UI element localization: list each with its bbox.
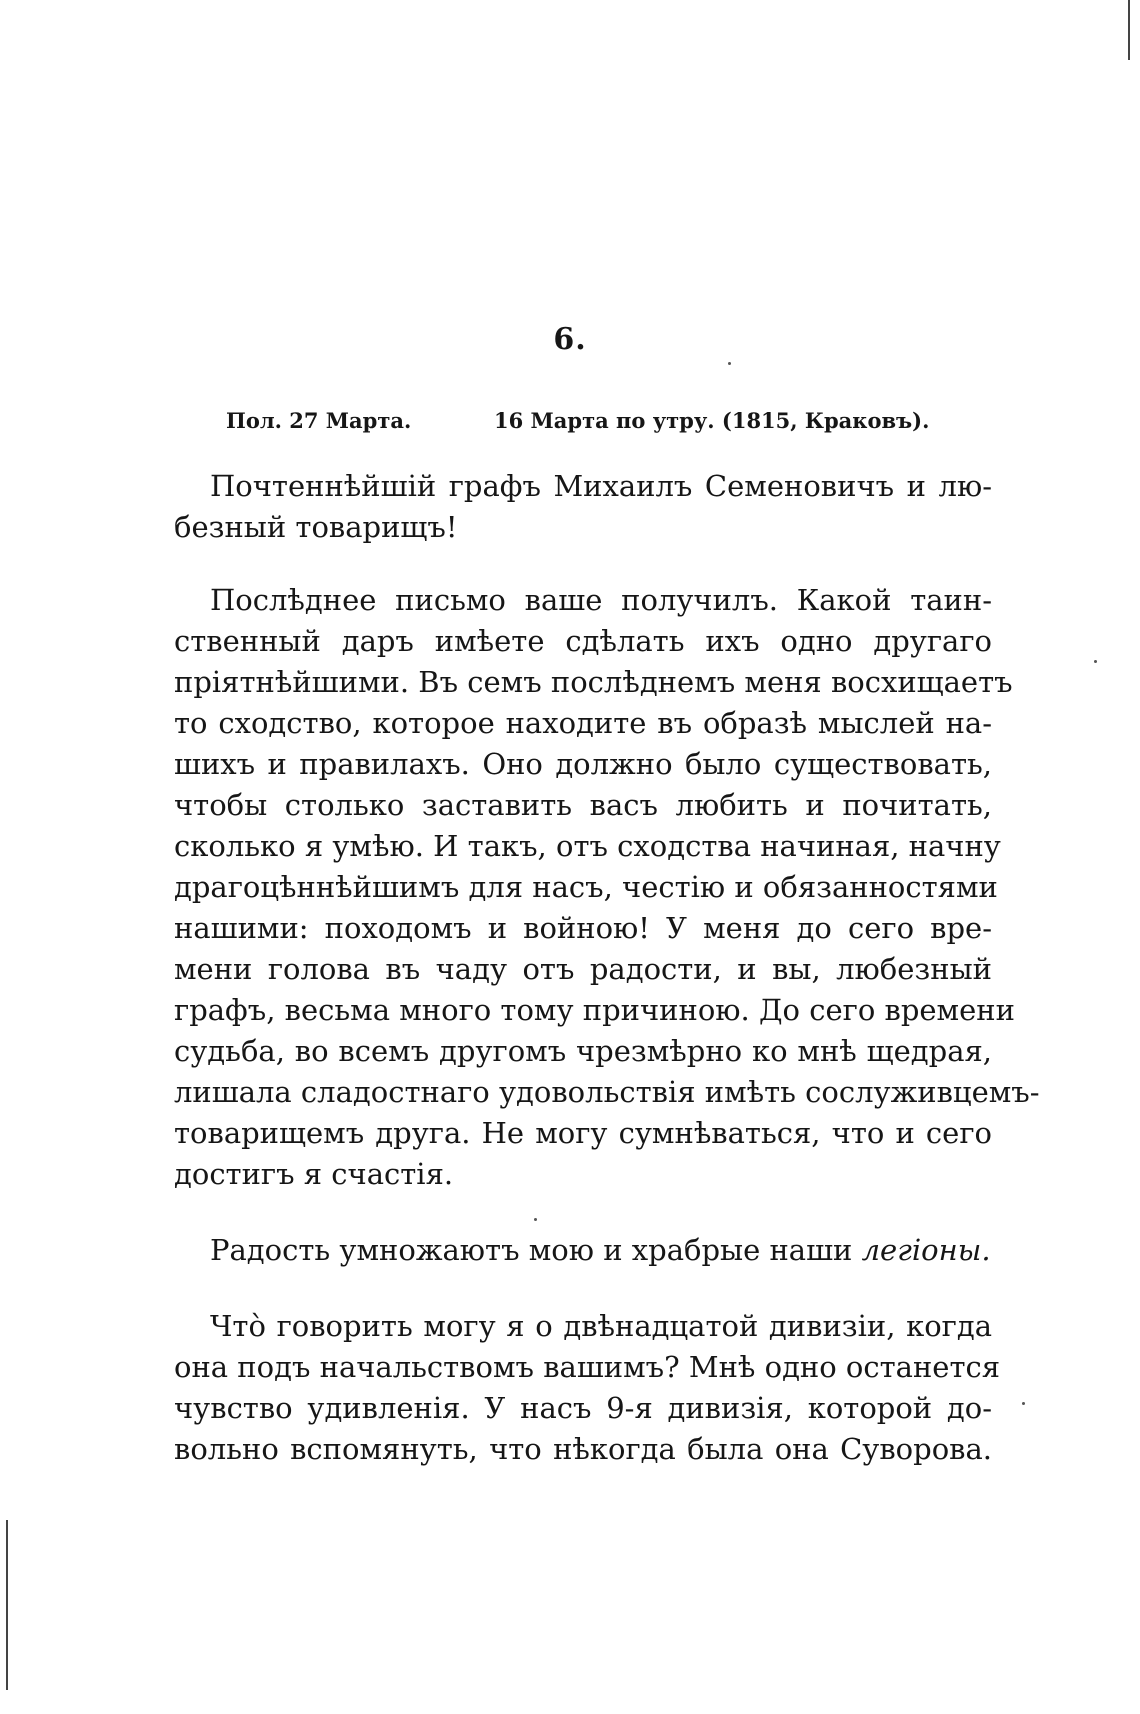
paragraph-line: она подъ начальствомъ вашимъ? Мнѣ одно останется (174, 1350, 1001, 1384)
paragraph-line (174, 1306, 992, 1347)
paragraph-line (174, 1230, 992, 1271)
paragraph-2-italic-word: легіоны. (861, 1233, 991, 1267)
salutation-line-text: Почтеннѣйшій графъ Михаилъ Семеновичъ и лю- (210, 469, 992, 503)
received-date: Пол. 27 Марта. (226, 408, 412, 433)
scan-edge-mark-top-right (1128, 0, 1130, 60)
paragraph-line: товарищемъ друга. Не могу сумнѣваться, что и сего (174, 1116, 992, 1150)
paragraph-line: то сходство, которое находите въ образѣ мыслей на- (174, 706, 992, 740)
paragraph-line: чтобы столько заставить васъ любить и почитать, (174, 788, 992, 822)
paragraph-line: пріятнѣйшими. Въ семъ послѣднемъ меня восхищаетъ (174, 665, 1013, 699)
paragraph-line-text: Послѣднее письмо ваше получилъ. Какой таин- (210, 583, 992, 617)
written-date-place: 16 Марта по утру. (1815, Краковъ). (494, 408, 930, 433)
paragraph-line: лишала сладостнаго удовольствія имѣть сослуживцемъ- (174, 1075, 1040, 1109)
salutation-line (174, 466, 992, 507)
salutation (174, 466, 992, 548)
paragraph-line-text: Чтò говорить могу я о двѣнадцатой дивизіи, когда (210, 1309, 992, 1343)
paragraph-line: вольно вспомянуть, что нѣкогда была она Суворова. (174, 1432, 992, 1466)
letter-number: 6. (553, 322, 587, 357)
scan-speck (728, 362, 731, 365)
paragraph-line: графъ, весьма много тому причиною. До сего времени (174, 993, 1015, 1027)
paragraph-line: шихъ и правилахъ. Оно должно было существовать, (174, 747, 992, 781)
scan-edge-mark-bottom-left (6, 1520, 8, 1690)
salutation-line: безный товарищъ! (174, 510, 458, 544)
paragraph-line: чувство удивленія. У насъ 9-я дивизія, которой до- (174, 1391, 992, 1425)
paragraph-line: мени голова въ чаду отъ радости, и вы, любезный (174, 952, 992, 986)
scan-speck (1022, 1402, 1025, 1405)
paragraph-line: достигъ я счастія. (174, 1157, 454, 1191)
scan-speck (534, 1218, 537, 1221)
paragraph-3 (174, 1306, 1001, 1470)
paragraph-line (174, 580, 992, 621)
paragraph-line: драгоцѣннѣйшимъ для насъ, честію и обязанностями (174, 870, 998, 904)
paragraph-2-text: Радость умножаютъ мою и храбрые наши (210, 1233, 862, 1267)
scan-speck (1094, 660, 1097, 663)
paragraph-line: судьба, во всемъ другомъ чрезмѣрно ко мнѣ щедрая, (174, 1034, 992, 1068)
paragraph-1 (174, 580, 1040, 1195)
paragraph-line: сколько я умѣю. И такъ, отъ сходства начиная, начну (174, 829, 1001, 863)
paragraph-line: ственный даръ имѣете сдѣлать ихъ одно другаго (174, 624, 992, 658)
paragraph-line: нашими: походомъ и войною! У меня до сего вре- (174, 911, 992, 945)
paragraph-2 (174, 1230, 992, 1271)
